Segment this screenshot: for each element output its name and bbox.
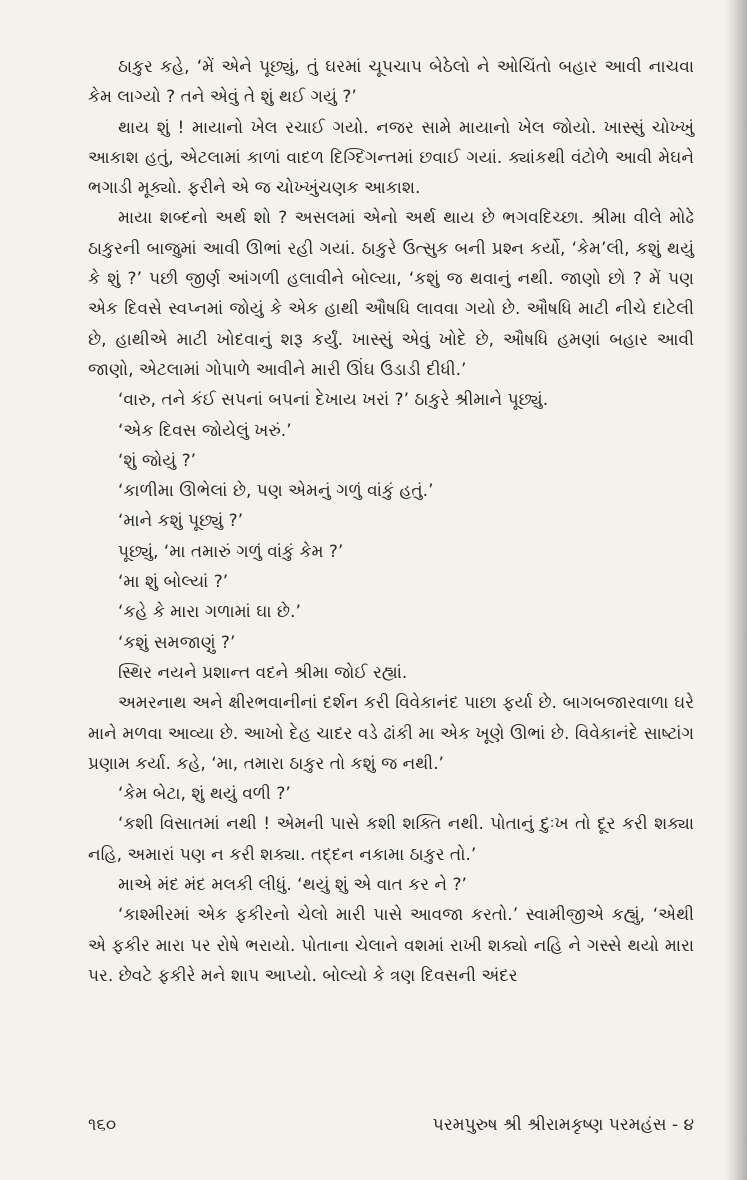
paragraph: ‘મા શું બોલ્યાં ?’	[118, 572, 229, 593]
paragraph: ‘કશી વિસાતમાં નથી ! એમની પાસે કશી શક્તિ નથી. પોતાનું દુઃખ તો દૂર કરી શક્યા નહિ, અમારાં પણ ન કરી શક્યા. તદ્દન નકામા ઠાકુર તો.’	[88, 814, 694, 865]
paragraph: ઠાકુર કહે, ‘મેં એને પૂછ્યું, તું ઘરમાં ચૂપચાપ બેઠેલો ને ઓચિંતો બહાર આવી નાચવા કેમ લાગ્યો ? તને એવું તે શું થઈ ગયું ?’	[88, 57, 694, 108]
paragraph: માએ મંદ મંદ મલકી લીધું. ‘થયું શું એ વાત કર ને ?’	[118, 875, 467, 896]
paragraph: પૂછ્યું, ‘મા તમારું ગળું વાંકું કેમ ?’	[118, 541, 344, 562]
paragraph: ‘કાશ્મીરમાં એક ફકીરનો ચેલો મારી પાસે આવજા કરતો.’ સ્વામીજીએ કહ્યું, ‘એથી એ ફકીર મારા પર રોષે ભરાયો. પોતાના ચેલાને વશમાં રાખી શક્યો નહિ ને ગસ્સે થયો મારા પર. છેવટે ફકીરે મને શાપ આપ્યો. બોલ્યો કે ત્રણ દિવસની અંદર	[88, 905, 694, 986]
paragraph: ‘માને કશું પૂછ્યું ?’	[118, 511, 244, 532]
paragraph: થાય શું ! માયાનો ખેલ રચાઈ ગયો. નજર સામે માયાનો ખેલ જોયો. ખાસ્સું ચોખ્ખું આકાશ હતું, એટલામાં કાળાં વાદળ દિગ્દિગન્તમાં છવાઈ ગયાં. ક્યાંકથી વંટોળે આવી મેઘને ભગાડી મૂક્યો. ફરીને એ જ ચોખ્ખુંચણક આકાશ.	[88, 117, 694, 199]
paragraph: સ્થિર નયને પ્રશાન્ત વદને શ્રીમા જોઈ રહ્યાં.	[118, 662, 408, 683]
running-title: પરમપુરુષ શ્રી શ્રીરામકૃષ્ણ પરમહંસ - ૪	[432, 1115, 694, 1135]
page-edge-shadow	[725, 0, 747, 1180]
paragraph: ‘કેમ બેટા, શું થયું વળી ?’	[118, 784, 291, 805]
page-number: ૧૬૦	[88, 1115, 117, 1135]
page-footer	[88, 1113, 694, 1137]
paragraph: ‘કાળીમા ઊભેલાં છે, પણ એમનું ગળું વાંકું હતું.’	[118, 481, 434, 502]
paragraph: ‘એક દિવસ જોયેલું ખરું.’	[118, 420, 292, 441]
paragraph: ‘શું જોયું ?’	[118, 450, 197, 471]
paragraph: અમરનાથ અને ક્ષીરભવાનીનાં દર્શન કરી વિવેકાનંદ પાછા ફર્યા છે. બાગબજારવાળા ઘરે માને મળવા આવ્યા છે. આખો દેહ ચાદર વડે ઢાંકી મા એક ખૂણે ઊભાં છે. વિવેકાનંદે સાષ્ટાંગ પ્રણામ કર્યા. કહે, ‘મા, તમારા ઠાકુર તો કશું જ નથી.’	[88, 693, 694, 774]
paragraph: ‘વારુ, તને કંઈ સપનાં બપનાં દેખાય ખરાં ?’ ઠાકુરે શ્રીમાને પૂછ્યું.	[118, 390, 549, 411]
paragraph: ‘કશું સમજાણું ?’	[118, 632, 236, 653]
paragraph: ‘કહે કે મારા ગળામાં ઘા છે.’	[118, 602, 301, 623]
page-body	[88, 52, 694, 991]
paragraph: માયા શબ્દનો અર્થ શો ? અસલમાં એનો અર્થ થાય છે ભગવદિચ્છા. શ્રીમા વીલે મોઢે ઠાકુરની બાજુમાં આવી ઊભાં રહી ગયાં. ઠાકુરે ઉત્સુક બની પ્રશ્ન કર્યો, ‘કેમ’લી, કશું થયું કે શું ?’ પછી જીર્ણ આંગળી હલાવીને બોલ્યા, ‘કશું જ થવાનું નથી. જાણો છો ? મેં પણ એક દિવસે સ્વપ્નમાં જોયું કે એક હાથી ઔષધિ લાવવા ગયો છે. ઔષધિ માટી નીચે દાટેલી છે, હાથીએ માટી ખોદવાનું શરૂ કર્યું. ખાસ્સું એવું ખોદે છે, ઔષધિ હમણાં બહાર આવી જાણો, એટલામાં ગોપાળે આવીને મારી ઊંઘ ઉડાડી દીધી.’	[88, 208, 694, 380]
